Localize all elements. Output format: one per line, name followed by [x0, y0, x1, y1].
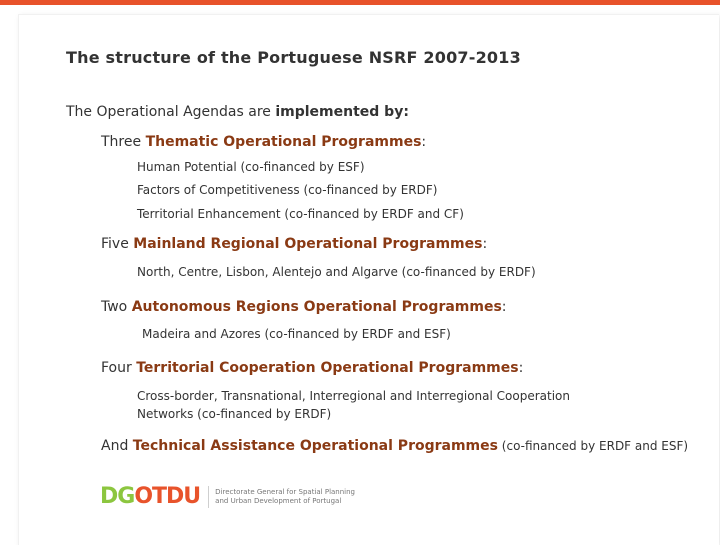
group-lead: Three [101, 134, 146, 150]
group-autonomous-heading [101, 299, 507, 315]
intro-line [66, 104, 409, 120]
group-lead: Four [101, 360, 137, 376]
group-tail: : [501, 299, 507, 315]
group-tail: : [518, 360, 524, 376]
slide-frame [18, 14, 719, 545]
group-highlight: Thematic Operational Programmes [145, 134, 422, 150]
thematic-item-3: Territorial Enhancement (co-financed by ERDF and CF) [137, 207, 464, 221]
group-tail: : [421, 134, 427, 150]
cooperation-item-1: Cross-border, Transnational, Interregional and Interregional Cooperation [137, 389, 570, 403]
group-thematic-heading [101, 134, 426, 150]
group-highlight: Autonomous Regions Operational Programmes [131, 299, 502, 315]
group-highlight: Territorial Cooperation Operational Programmes [136, 360, 519, 376]
logo-mark-green: DG [100, 484, 135, 509]
logo-text [215, 488, 355, 506]
intro-lead: The Operational Agendas are [66, 104, 276, 120]
group-tail: : [482, 236, 488, 252]
group-highlight: Technical Assistance Operational Programmes [132, 438, 498, 454]
group-lead: Two [101, 299, 132, 315]
group-highlight: Mainland Regional Operational Programmes [133, 236, 483, 252]
group-lead: Five [101, 236, 134, 252]
intro-bold: implemented by: [275, 104, 409, 120]
cooperation-item-2: Networks (co-financed by ERDF) [137, 407, 332, 421]
dgotdu-logo [100, 484, 355, 510]
group-lead: And [101, 438, 133, 454]
top-accent-bar [0, 0, 720, 5]
group-mainland-heading [101, 236, 487, 252]
mainland-item-1: North, Centre, Lisbon, Alentejo and Algarve (co-financed by ERDF) [137, 265, 536, 279]
group-technical-heading [101, 438, 688, 454]
slide-title: The structure of the Portuguese NSRF 2007-2013 [66, 48, 521, 67]
logo-mark-orange: OTDU [134, 484, 201, 509]
logo-text-line2: and Urban Development of Portugal [215, 497, 342, 505]
autonomous-item-1: Madeira and Azores (co-financed by ERDF and ESF) [142, 327, 451, 341]
logo-mark [100, 484, 200, 510]
logo-divider [208, 486, 209, 508]
thematic-item-2: Factors of Competitiveness (co-financed by ERDF) [137, 183, 438, 197]
thematic-item-1: Human Potential (co-financed by ESF) [137, 160, 365, 174]
logo-text-line1: Directorate General for Spatial Planning [215, 488, 355, 496]
group-tail: (co-financed by ERDF and ESF) [497, 439, 689, 453]
group-cooperation-heading [101, 360, 523, 376]
